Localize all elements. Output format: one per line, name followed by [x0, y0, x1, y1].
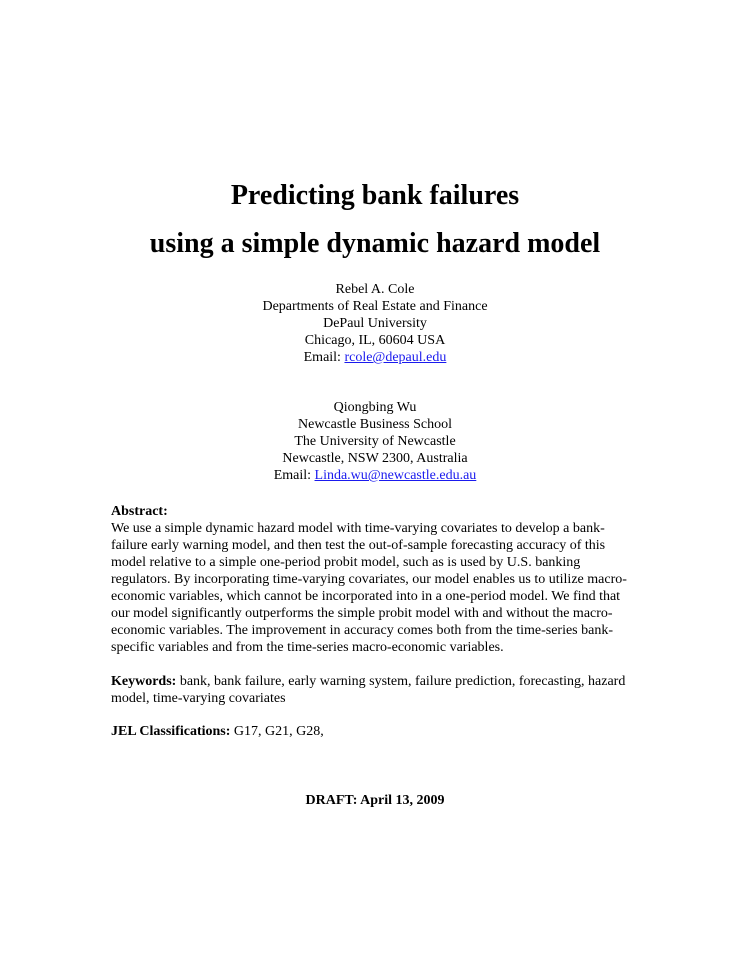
keywords-text: bank, bank failure, early warning system, failure prediction, forecasting, hazard	[176, 674, 626, 689]
keywords-line-1	[111, 673, 656, 690]
abstract-label: Abstract:	[111, 504, 168, 519]
author-email-line	[0, 467, 750, 484]
abstract-line: economic variables. The improvement in accuracy comes both from the time-series bank-	[111, 623, 614, 638]
author-affiliation-line: DePaul University	[323, 316, 427, 331]
jel-value: G17, G21, G28,	[230, 724, 324, 739]
author-email-line	[0, 349, 750, 366]
keywords-line-2: model, time-varying covariates	[111, 691, 286, 706]
author-affiliation-line: Departments of Real Estate and Finance	[262, 299, 488, 314]
author-name: Qiongbing Wu	[333, 400, 417, 415]
abstract-line: economic variables, which cannot be incorporated into in a one-period model. We find that	[111, 589, 621, 604]
draft-date: DRAFT: April 13, 2009	[305, 793, 445, 808]
keywords-label: Keywords:	[111, 674, 177, 689]
abstract-line: We use a simple dynamic hazard model with time-varying covariates to develop a bank-	[111, 521, 605, 536]
author-email-link[interactable]: rcole@depaul.edu	[344, 350, 447, 365]
abstract-line: specific variables and from the time-series macro-economic variables.	[111, 640, 504, 655]
email-label: Email:	[303, 350, 345, 365]
abstract-body	[111, 520, 656, 656]
abstract-line: our model significantly outperforms the simple probit model with and without the macro-	[111, 606, 613, 621]
abstract-line: model relative to a simple one-period probit model, such as is used by U.S. banking	[111, 555, 581, 570]
paper-title-line-1: Predicting bank failures	[230, 180, 520, 211]
author-affiliation-line: The University of Newcastle	[294, 434, 456, 449]
author-affiliation-line: Newcastle Business School	[298, 417, 452, 432]
abstract-line: failure early warning model, and then test the out-of-sample forecasting accuracy of this	[111, 538, 606, 553]
abstract-section	[111, 503, 656, 656]
author-block-2	[0, 399, 750, 484]
author-affiliation-line: Newcastle, NSW 2300, Australia	[282, 451, 468, 466]
author-email-link[interactable]: Linda.wu@newcastle.edu.au	[314, 468, 477, 483]
paper-title-line-2: using a simple dynamic hazard model	[149, 228, 601, 259]
author-name: Rebel A. Cole	[335, 282, 415, 297]
jel-section	[111, 723, 656, 740]
keywords-section	[111, 673, 656, 707]
author-block-1	[0, 281, 750, 366]
abstract-line: regulators. By incorporating time-varying covariates, our model enables us to utilize macro-	[111, 572, 627, 587]
email-label: Email:	[273, 468, 315, 483]
author-affiliation-line: Chicago, IL, 60604 USA	[304, 333, 446, 348]
jel-label: JEL Classifications:	[111, 724, 231, 739]
